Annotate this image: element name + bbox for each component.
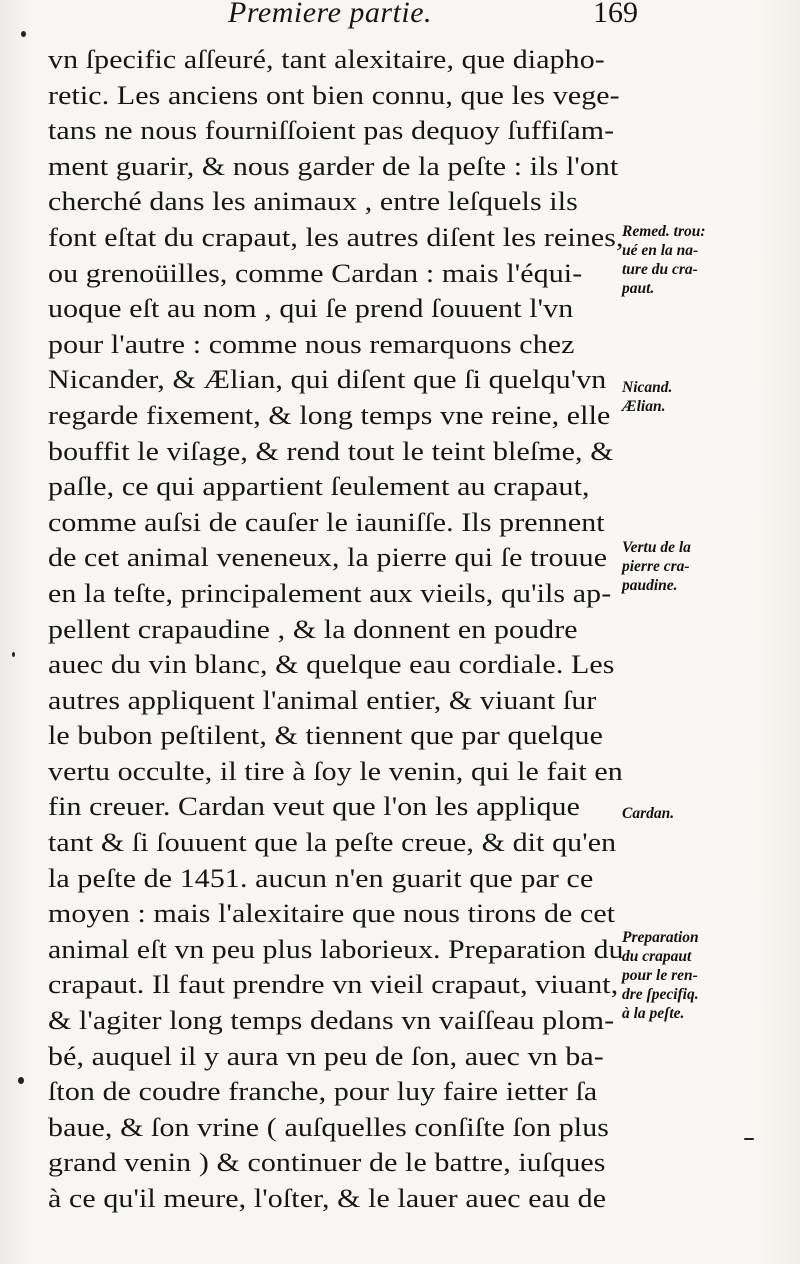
margin-note-line: paudine. <box>622 577 678 594</box>
page-number: 169 <box>593 0 638 29</box>
text-line: vn ſpecific aſſeuré, tant alexitaire, que diapho- <box>48 45 605 74</box>
margin-note-remedy <box>622 222 800 298</box>
margin-note-cardan <box>622 804 800 823</box>
text-line: bouffit le viſage, & rend tout le teint bleſme, & <box>48 436 614 466</box>
text-line: pellent crapaudine , & la donnent en poudre <box>48 614 578 644</box>
ink-speck <box>18 1077 24 1084</box>
text-line: retic. Les anciens ont bien connu, que les vege- <box>48 80 620 110</box>
text-line: cherché dans les animaux , entre leſquels ils <box>48 187 578 217</box>
text-line: grand venin ) & continuer de le battre, iuſques <box>48 1148 606 1178</box>
margin-note-line: dre ſpecifiq. <box>622 986 699 1003</box>
text-line: en la teſte, principalement aux vieils, qu'ils ap- <box>48 578 612 608</box>
margin-note-line: Nicand. <box>622 379 673 396</box>
text-line: moyen : mais l'alexitaire que nous tirons de cet <box>48 899 616 929</box>
text-line: crapaut. Il faut prendre vn vieil crapaut, viuant, <box>48 970 619 1000</box>
page-header <box>228 0 638 36</box>
margin-note-line: Preparation <box>622 929 699 946</box>
margin-note-line: paut. <box>622 280 655 297</box>
text-line: animal eſt vn peu plus laborieux. Preparation du <box>48 934 624 964</box>
margin-note-line: pierre cra- <box>622 558 690 575</box>
text-line: la peſte de 1451. aucun n'en guarit que par ce <box>48 863 594 893</box>
body-text <box>48 42 623 1217</box>
text-line: uoque eſt au nom , qui ſe prend ſouuent l'vn <box>48 294 574 324</box>
margin-note-line: à la peſte. <box>622 1005 685 1022</box>
text-line: tans ne nous fourniſſoient pas dequoy ſuffiſam- <box>48 116 615 146</box>
margin-note-line: Remed. trou: <box>622 223 706 240</box>
margin-note-line: Ælian. <box>622 398 666 415</box>
margin-note-preparation <box>622 928 800 1023</box>
margin-note-crapaudine <box>622 538 800 595</box>
ink-speck <box>744 1138 754 1140</box>
text-line: font eſtat du crapaut, les autres diſent les reines, <box>48 222 624 252</box>
text-line: à ce qu'il meure, l'oſter, & le lauer auec eau de <box>48 1184 607 1213</box>
text-line: de cet animal veneneux, la pierre qui ſe trouue <box>48 543 608 573</box>
margin-note-line: Cardan. <box>622 805 675 822</box>
text-line: bé, auquel il y aura vn peu de ſon, auec vn ba- <box>48 1041 604 1071</box>
text-line: Nicander, & Ælian, qui diſent que ſi quelqu'vn <box>48 365 607 395</box>
text-line: & l'agiter long temps dedans vn vaiſſeau plom- <box>48 1006 615 1036</box>
margin-note-line: du crapaut <box>622 948 692 965</box>
ink-speck <box>12 652 15 657</box>
text-line: tant & ſi ſouuent que la peſte creue, & dit qu'en <box>48 828 617 858</box>
running-title: Premiere partie. <box>228 0 433 29</box>
text-line: ment guarir, & nous garder de la peſte : ils l'ont <box>48 151 619 181</box>
text-line: ou grenoüilles, comme Cardan : mais l'équi- <box>48 258 583 288</box>
margin-note-line: ué en la na- <box>622 242 699 259</box>
text-line: auec du vin blanc, & quelque eau cordiale. Les <box>48 650 615 680</box>
text-line: fin creuer. Cardan veut que l'on les applique <box>48 792 580 822</box>
text-line: comme auſsi de cauſer le iauniſſe. Ils prennent <box>48 507 605 537</box>
text-line: autres appliquent l'animal entier, & viuant ſur <box>48 685 597 715</box>
text-line: ſton de coudre franche, pour luy faire ietter ſa <box>48 1077 598 1107</box>
margin-note-line: ture du cra- <box>622 261 698 278</box>
ink-speck <box>21 31 26 37</box>
margin-note-line: Vertu de la <box>622 539 691 556</box>
text-line: paſle, ce qui appartient ſeulement au crapaut, <box>48 472 590 502</box>
text-line: pour l'autre : comme nous remarquons chez <box>48 329 575 359</box>
text-line: regarde fixement, & long temps vne reine, elle <box>48 400 611 430</box>
margin-note-nicander <box>622 378 800 416</box>
margin-note-line: pour le ren- <box>622 967 698 984</box>
text-line: vertu occulte, il tire à ſoy le venin, qui le fait en <box>48 756 623 786</box>
text-line: le bubon peſtilent, & tiennent que par quelque <box>48 721 603 751</box>
text-line: baue, & ſon vrine ( auſquelles conſiſte ſon plus <box>48 1112 610 1142</box>
